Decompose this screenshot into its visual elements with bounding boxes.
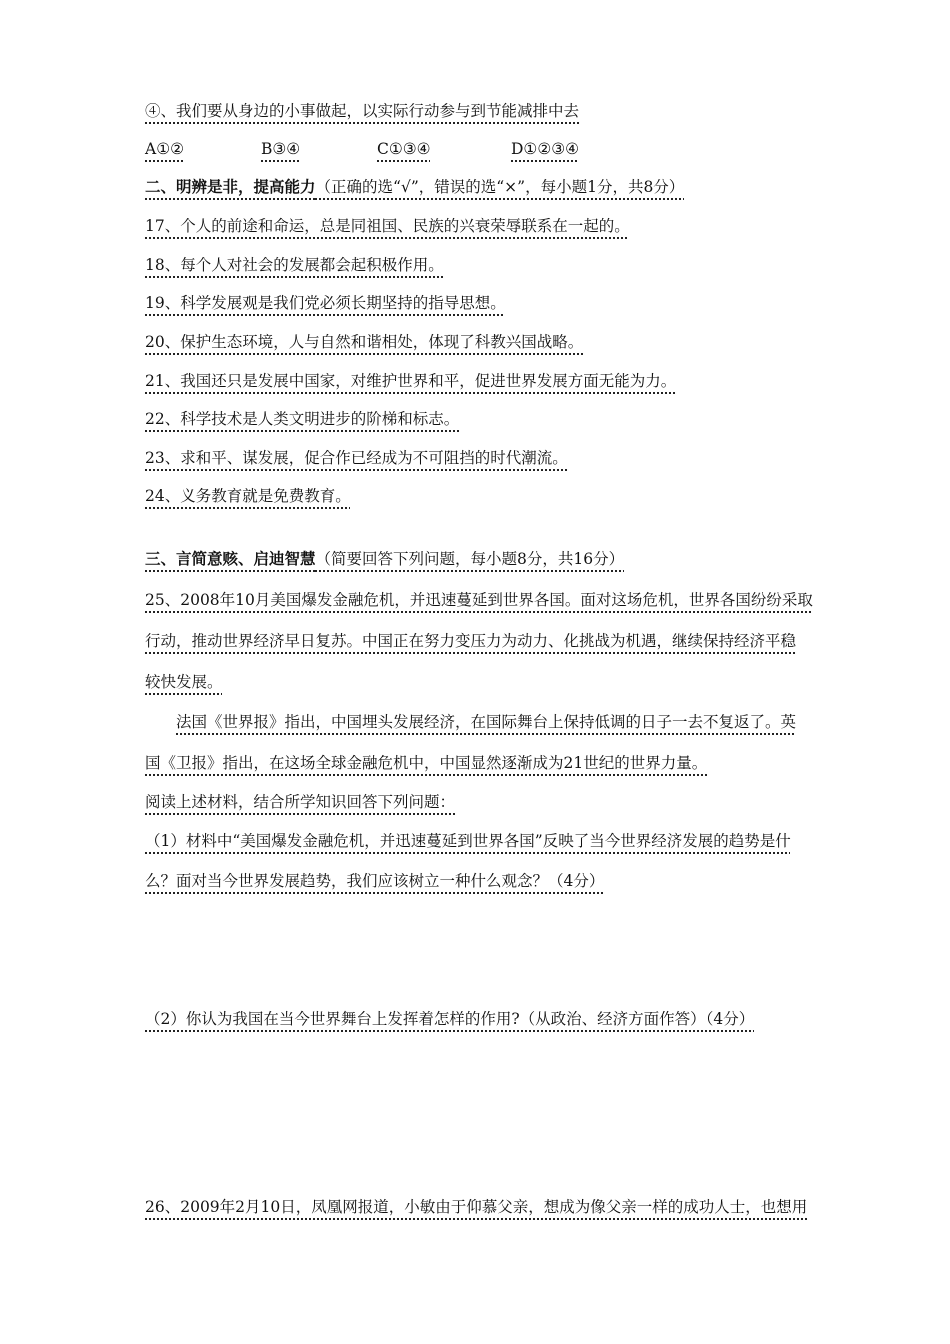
q25-sub2: （2）你认为我国在当今世界舞台上发挥着怎样的作用?（从政治、经济方面作答）（4分） — [145, 1010, 755, 1028]
option-b: B③④ — [261, 140, 301, 158]
q25-para2-line-1: 法国《世界报》指出，中国埋头发展经济，在国际舞台上保持低调的日子一去不复返了。英 — [176, 713, 797, 731]
option-c: C①③④ — [377, 140, 431, 158]
q25-sub1-line-2: 么？面对当今世界发展趋势，我们应该树立一种什么观念？（4分） — [145, 872, 605, 890]
section-3-instructions: （简要回答下列问题，每小题8分，共16分） — [315, 550, 625, 568]
judge-item-22: 22、科学技术是人类文明进步的阶梯和标志。 — [145, 410, 460, 428]
item-4: ④、我们要从身边的小事做起，以实际行动参与到节能减排中去 — [145, 102, 580, 120]
option-d: D①②③④ — [511, 140, 580, 158]
section-3-heading — [145, 548, 865, 570]
q25-line-2: 行动，推动世界经济早日复苏。中国正在努力变压力为动力、化挑战为机遇，继续保持经济平稳 — [145, 632, 797, 650]
judge-item-17: 17、个人的前途和命运，总是同祖国、民族的兴衰荣辱联系在一起的。 — [145, 217, 630, 235]
judge-item-19: 19、科学发展观是我们党必须长期坚持的指导思想。 — [145, 294, 506, 312]
q25-sub1-line-1: （1）材料中“美国爆发金融危机，并迅速蔓延到世界各国”反映了当今世界经济发展的趋势是什 — [145, 832, 791, 850]
section-2-title: 二、明辨是非，提高能力 — [145, 177, 316, 196]
q26-line-1: 26、2009年2月10日，凤凰网报道，小敏由于仰慕父亲，想成为像父亲一样的成功人士，也想用 — [145, 1198, 808, 1216]
section-2-heading — [145, 176, 865, 198]
judge-item-21: 21、我国还只是发展中国家，对维护世界和平，促进世界发展方面无能为力。 — [145, 372, 677, 390]
section-3-title: 三、言简意赅、启迪智慧 — [145, 549, 316, 568]
q25-prompt: 阅读上述材料，结合所学知识回答下列问题： — [145, 793, 456, 811]
q25-line-3: 较快发展。 — [145, 673, 223, 691]
judge-item-18: 18、每个人对社会的发展都会起积极作用。 — [145, 256, 444, 274]
section-2-instructions: （正确的选“√”，错误的选“×”，每小题1分，共8分） — [315, 178, 685, 196]
option-a: A①② — [145, 140, 184, 158]
judge-item-24: 24、义务教育就是免费教育。 — [145, 487, 351, 505]
judge-item-20: 20、保护生态环境，人与自然和谐相处，体现了科教兴国战略。 — [145, 333, 584, 351]
q25-line-1: 25、2008年10月美国爆发金融危机，并迅速蔓延到世界各国。面对这场危机，世界各国纷纷采取 — [145, 591, 813, 609]
judge-item-23: 23、求和平、谋发展，促合作已经成为不可阻挡的时代潮流。 — [145, 449, 568, 467]
q25-para2-line-2: 国《卫报》指出，在这场全球金融危机中，中国显然逐渐成为21世纪的世界力量。 — [145, 754, 708, 772]
